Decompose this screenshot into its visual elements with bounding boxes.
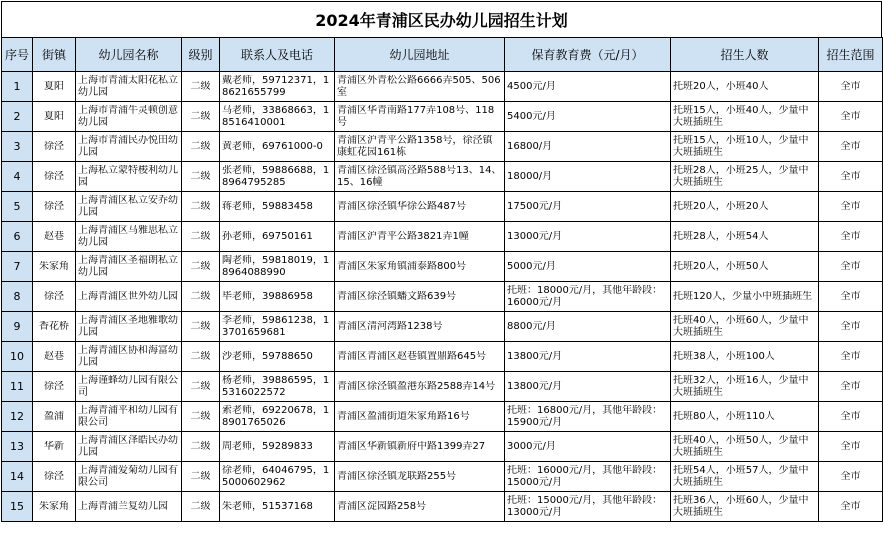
cell-name xyxy=(76,252,182,282)
cell-address-text: 青浦区盈浦街道朱家角路16号 xyxy=(337,410,470,422)
cell-no-text: 15 xyxy=(10,500,24,513)
cell-enroll xyxy=(671,192,819,222)
cell-fee-text: 8800元/月 xyxy=(507,320,556,332)
cell-town xyxy=(33,432,76,462)
cell-address xyxy=(335,192,505,222)
cell-fee xyxy=(505,222,671,252)
cell-level xyxy=(182,402,220,432)
cell-scope xyxy=(819,312,883,342)
cell-enroll xyxy=(671,72,819,102)
cell-enroll xyxy=(671,402,819,432)
cell-name xyxy=(76,162,182,192)
cell-address-text: 青浦区青浦区赵巷镇置鼎路645号 xyxy=(337,350,487,362)
cell-contact xyxy=(220,432,335,462)
cell-contact xyxy=(220,252,335,282)
cell-name-text: 上海青浦区协和海富幼儿园 xyxy=(78,344,178,368)
cell-scope xyxy=(819,72,883,102)
cell-enroll xyxy=(671,162,819,192)
cell-name-text: 上海市青浦牛灵顿创意幼儿园 xyxy=(78,104,178,128)
cell-fee-text: 18000/月 xyxy=(507,170,553,182)
cell-level-text: 二级 xyxy=(190,260,211,272)
cell-town-text: 盈浦 xyxy=(44,410,64,422)
cell-level xyxy=(182,432,220,462)
cell-name xyxy=(76,192,182,222)
cell-town xyxy=(33,492,76,522)
cell-enroll-text: 托班32人，小班16人，少量中大班插班生 xyxy=(673,374,809,398)
table-row xyxy=(2,342,883,372)
cell-fee xyxy=(505,492,671,522)
cell-scope-text: 全市 xyxy=(840,440,861,452)
cell-town xyxy=(33,312,76,342)
cell-no xyxy=(2,312,33,342)
cell-town xyxy=(33,342,76,372)
cell-no xyxy=(2,342,33,372)
cell-name-text: 上海私立蒙特梭利幼儿园 xyxy=(78,164,178,188)
cell-address xyxy=(335,282,505,312)
cell-scope-text: 全市 xyxy=(840,380,861,392)
cell-level-text: 二级 xyxy=(190,200,211,212)
cell-address xyxy=(335,102,505,132)
cell-town-text: 赵巷 xyxy=(44,350,64,362)
cell-scope-text: 全市 xyxy=(840,80,861,92)
cell-scope-text: 全市 xyxy=(840,410,861,422)
cell-address xyxy=(335,72,505,102)
cell-address-text: 青浦区徐泾镇盈港东路2588弄14号 xyxy=(337,380,496,392)
cell-level-text: 二级 xyxy=(190,410,211,422)
table-row xyxy=(2,102,883,132)
cell-contact-text: 朱老师，51537168 xyxy=(222,500,313,512)
cell-level xyxy=(182,132,220,162)
cell-name-text: 上海青浦区泽皓民办幼儿园 xyxy=(78,434,178,458)
cell-name-text: 上海青浦爱菊幼儿园有限公司 xyxy=(78,464,178,488)
cell-enroll xyxy=(671,222,819,252)
cell-scope xyxy=(819,402,883,432)
table-row xyxy=(2,162,883,192)
cell-address-text: 青浦区华青南路177弄108号、118号 xyxy=(337,104,495,128)
cell-no-text: 13 xyxy=(10,440,24,453)
table-row xyxy=(2,312,883,342)
cell-level xyxy=(182,342,220,372)
cell-name xyxy=(76,102,182,132)
cell-contact xyxy=(220,372,335,402)
cell-fee-text: 13000元/月 xyxy=(507,230,563,242)
cell-name-text: 上海青浦区马雅思私立幼儿园 xyxy=(78,224,178,248)
cell-enroll-text: 托班15人，小班40人，少量中大班插班生 xyxy=(673,104,809,128)
cell-contact-text: 索老师，69220678，18901765026 xyxy=(222,404,330,428)
cell-no-text: 12 xyxy=(10,410,24,423)
cell-no-text: 11 xyxy=(10,380,24,393)
cell-name xyxy=(76,402,182,432)
cell-contact-text: 毕老师，39886958 xyxy=(222,290,313,302)
cell-scope xyxy=(819,252,883,282)
cell-scope xyxy=(819,432,883,462)
cell-town-text: 徐泾 xyxy=(44,200,64,212)
cell-contact-text: 蒋老师，59883458 xyxy=(222,200,313,212)
cell-no xyxy=(2,372,33,402)
cell-enroll-text: 托班28人，小班54人 xyxy=(673,230,769,242)
cell-no-text: 9 xyxy=(13,320,21,333)
cell-contact-text: 周老师，59289833 xyxy=(222,440,313,452)
cell-scope xyxy=(819,492,883,522)
cell-level xyxy=(182,372,220,402)
cell-fee-text: 3000元/月 xyxy=(507,440,556,452)
cell-address xyxy=(335,222,505,252)
cell-no-text: 8 xyxy=(13,290,21,303)
cell-name xyxy=(76,492,182,522)
cell-contact xyxy=(220,342,335,372)
cell-contact xyxy=(220,402,335,432)
cell-name-text: 上海青浦区世外幼儿园 xyxy=(78,290,178,302)
cell-address xyxy=(335,162,505,192)
table-row xyxy=(2,132,883,162)
cell-scope xyxy=(819,132,883,162)
table-header-row xyxy=(2,38,883,72)
cell-level xyxy=(182,492,220,522)
table-row xyxy=(2,372,883,402)
cell-fee-text: 16800/月 xyxy=(507,140,553,152)
cell-no xyxy=(2,252,33,282)
cell-no xyxy=(2,132,33,162)
cell-level xyxy=(182,192,220,222)
cell-contact-text: 张老师，59886688，18964795285 xyxy=(222,164,330,188)
cell-enroll xyxy=(671,102,819,132)
cell-address-text: 青浦区外青松公路6666弄505、506室 xyxy=(337,74,501,98)
cell-scope-text: 全市 xyxy=(840,170,861,182)
cell-scope xyxy=(819,372,883,402)
cell-contact xyxy=(220,192,335,222)
cell-scope xyxy=(819,222,883,252)
table-row xyxy=(2,492,883,522)
cell-name xyxy=(76,72,182,102)
table-row xyxy=(2,462,883,492)
cell-fee-text: 托班：16000元/月，其他年龄段：15000元/月 xyxy=(507,464,663,488)
cell-scope-text: 全市 xyxy=(840,140,861,152)
cell-enroll xyxy=(671,372,819,402)
cell-town xyxy=(33,222,76,252)
cell-contact-text: 沙老师，59788650 xyxy=(222,350,313,362)
cell-name-text: 上海市青浦民办悦田幼儿园 xyxy=(78,134,178,158)
cell-town-text: 朱家角 xyxy=(39,260,69,272)
cell-contact-text: 黄老师，69761000-0 xyxy=(222,140,323,152)
cell-fee-text: 13800元/月 xyxy=(507,380,563,392)
cell-contact xyxy=(220,222,335,252)
cell-enroll-text: 托班40人，小班60人，少量中大班插班生 xyxy=(673,314,809,338)
cell-level xyxy=(182,252,220,282)
cell-no-text: 14 xyxy=(10,470,24,483)
cell-level-text: 二级 xyxy=(190,500,211,512)
cell-no-text: 5 xyxy=(13,200,21,213)
header-level: 级别 xyxy=(182,38,220,72)
cell-enroll-text: 托班80人，小班110人 xyxy=(673,410,775,422)
cell-fee xyxy=(505,252,671,282)
cell-scope-text: 全市 xyxy=(840,230,861,242)
cell-scope-text: 全市 xyxy=(840,500,861,512)
cell-contact-text: 陶老师，59818019，18964088990 xyxy=(222,254,330,278)
cell-contact-text: 李老师，59861238，13701659681 xyxy=(222,314,330,338)
cell-level-text: 二级 xyxy=(190,170,211,182)
cell-contact-text: 杨老师，39886595，15316022572 xyxy=(222,374,330,398)
cell-town xyxy=(33,162,76,192)
cell-scope xyxy=(819,342,883,372)
cell-no-text: 2 xyxy=(13,110,21,123)
cell-address-text: 青浦区清河湾路1238号 xyxy=(337,320,443,332)
cell-address-text: 青浦区徐泾镇高泾路588号13、14、15、16幢 xyxy=(337,164,502,188)
table-body xyxy=(2,72,883,522)
cell-town-text: 朱家角 xyxy=(39,500,69,512)
cell-enroll xyxy=(671,492,819,522)
cell-address-text: 青浦区朱家角镇浦泰路800号 xyxy=(337,260,467,272)
cell-enroll-text: 托班20人，小班20人 xyxy=(673,200,769,212)
cell-enroll-text: 托班54人，小班57人，少量中大班插班生 xyxy=(673,464,809,488)
cell-name xyxy=(76,222,182,252)
cell-contact xyxy=(220,102,335,132)
cell-name-text: 上海青浦区圣地雅歌幼儿园 xyxy=(78,314,178,338)
cell-no xyxy=(2,402,33,432)
cell-enroll xyxy=(671,132,819,162)
header-address: 幼儿园地址 xyxy=(335,38,505,72)
cell-no-text: 6 xyxy=(13,230,21,243)
cell-contact-text: 戴老师，59712371，18621655799 xyxy=(222,74,330,98)
cell-no xyxy=(2,162,33,192)
cell-level-text: 二级 xyxy=(190,140,211,152)
cell-level xyxy=(182,162,220,192)
cell-enroll-text: 托班15人，小班10人，少量中大班插班生 xyxy=(673,134,809,158)
cell-contact xyxy=(220,492,335,522)
cell-level-text: 二级 xyxy=(190,230,211,242)
cell-no-text: 7 xyxy=(13,260,21,273)
enrollment-table xyxy=(1,37,883,522)
cell-town xyxy=(33,132,76,162)
cell-name-text: 上海青浦平和幼儿园有限公司 xyxy=(78,404,178,428)
cell-enroll-text: 托班36人，小班60人，少量中大班插班生 xyxy=(673,494,809,518)
cell-fee xyxy=(505,372,671,402)
cell-level xyxy=(182,102,220,132)
header-enroll: 招生人数 xyxy=(671,38,819,72)
cell-address xyxy=(335,432,505,462)
cell-level-text: 二级 xyxy=(190,440,211,452)
cell-address-text: 青浦区华新镇新府中路1399弄27 xyxy=(337,440,486,452)
cell-address xyxy=(335,402,505,432)
cell-level-text: 二级 xyxy=(190,470,211,482)
cell-scope xyxy=(819,462,883,492)
cell-contact-text: 马老师，33868663，18516410001 xyxy=(222,104,330,128)
cell-town-text: 夏阳 xyxy=(44,110,64,122)
cell-level xyxy=(182,312,220,342)
cell-town xyxy=(33,72,76,102)
cell-town-text: 夏阳 xyxy=(44,80,64,92)
cell-enroll xyxy=(671,252,819,282)
cell-enroll-text: 托班20人，小班50人 xyxy=(673,260,769,272)
cell-town xyxy=(33,462,76,492)
cell-enroll xyxy=(671,462,819,492)
cell-scope-text: 全市 xyxy=(840,320,861,332)
cell-contact-text: 孙老师，69750161 xyxy=(222,230,313,242)
cell-level xyxy=(182,282,220,312)
header-fee: 保育教育费（元/月） xyxy=(505,38,671,72)
cell-address xyxy=(335,312,505,342)
cell-address-text: 青浦区徐泾镇蟠文路639号 xyxy=(337,290,457,302)
table-row xyxy=(2,252,883,282)
cell-town xyxy=(33,402,76,432)
cell-enroll-text: 托班20人，小班40人 xyxy=(673,80,769,92)
cell-contact xyxy=(220,162,335,192)
cell-no xyxy=(2,72,33,102)
cell-fee-text: 5400元/月 xyxy=(507,110,556,122)
cell-no xyxy=(2,222,33,252)
cell-level xyxy=(182,72,220,102)
cell-fee xyxy=(505,162,671,192)
table-row xyxy=(2,192,883,222)
page-title: 2024年青浦区民办幼儿园招生计划 xyxy=(1,1,882,38)
cell-town-text: 华新 xyxy=(44,440,64,452)
cell-no-text: 10 xyxy=(10,350,24,363)
cell-address xyxy=(335,492,505,522)
cell-address xyxy=(335,342,505,372)
cell-name-text: 上海谨蜂幼儿园有限公司 xyxy=(78,374,178,398)
cell-no-text: 1 xyxy=(13,80,21,93)
cell-enroll xyxy=(671,342,819,372)
cell-scope-text: 全市 xyxy=(840,260,861,272)
cell-name xyxy=(76,342,182,372)
cell-name-text: 上海市青浦太阳花私立幼儿园 xyxy=(78,74,178,98)
cell-fee xyxy=(505,102,671,132)
cell-contact xyxy=(220,462,335,492)
cell-town xyxy=(33,282,76,312)
cell-address xyxy=(335,462,505,492)
cell-name xyxy=(76,132,182,162)
cell-fee xyxy=(505,462,671,492)
cell-level-text: 二级 xyxy=(190,80,211,92)
table-row xyxy=(2,72,883,102)
cell-level-text: 二级 xyxy=(190,380,211,392)
table-row xyxy=(2,282,883,312)
cell-level xyxy=(182,462,220,492)
cell-town-text: 徐泾 xyxy=(44,380,64,392)
header-no: 序号 xyxy=(2,38,33,72)
cell-name xyxy=(76,462,182,492)
cell-contact xyxy=(220,132,335,162)
cell-fee xyxy=(505,312,671,342)
cell-enroll-text: 托班28人，小班25人，少量中大班插班生 xyxy=(673,164,809,188)
header-contact: 联系人及电话 xyxy=(220,38,335,72)
cell-fee xyxy=(505,432,671,462)
cell-address-text: 青浦区沪青平公路1358号，徐泾镇康虹花园161栋 xyxy=(337,134,493,158)
cell-scope-text: 全市 xyxy=(840,470,861,482)
cell-scope-text: 全市 xyxy=(840,200,861,212)
cell-level xyxy=(182,222,220,252)
cell-scope-text: 全市 xyxy=(840,290,861,302)
cell-enroll-text: 托班38人，小班100人 xyxy=(673,350,775,362)
cell-no-text: 4 xyxy=(13,170,21,183)
cell-level-text: 二级 xyxy=(190,110,211,122)
cell-fee-text: 4500元/月 xyxy=(507,80,556,92)
cell-name xyxy=(76,432,182,462)
cell-no xyxy=(2,102,33,132)
cell-no xyxy=(2,492,33,522)
cell-fee-text: 托班：16800元/月，其他年龄段：15900元/月 xyxy=(507,404,663,428)
cell-contact-text: 徐老师，64046795，15000602962 xyxy=(222,464,330,488)
cell-scope xyxy=(819,282,883,312)
cell-fee xyxy=(505,402,671,432)
cell-fee xyxy=(505,192,671,222)
cell-level-text: 二级 xyxy=(190,320,211,332)
cell-town-text: 徐泾 xyxy=(44,470,64,482)
cell-address-text: 青浦区徐泾镇华徐公路487号 xyxy=(337,200,467,212)
cell-fee-text: 托班：18000元/月，其他年龄段：16000元/月 xyxy=(507,284,663,308)
cell-name xyxy=(76,312,182,342)
cell-town xyxy=(33,372,76,402)
header-scope: 招生范围 xyxy=(819,38,883,72)
cell-address-text: 青浦区徐泾镇龙联路255号 xyxy=(337,470,457,482)
cell-fee-text: 17500元/月 xyxy=(507,200,563,212)
cell-town-text: 香花桥 xyxy=(39,320,69,332)
table-row xyxy=(2,432,883,462)
cell-fee xyxy=(505,72,671,102)
cell-scope xyxy=(819,162,883,192)
cell-level-text: 二级 xyxy=(190,350,211,362)
cell-town-text: 赵巷 xyxy=(44,230,64,242)
cell-town-text: 徐泾 xyxy=(44,170,64,182)
cell-town xyxy=(33,252,76,282)
cell-address xyxy=(335,252,505,282)
cell-fee xyxy=(505,282,671,312)
cell-fee xyxy=(505,132,671,162)
cell-enroll xyxy=(671,432,819,462)
table-row xyxy=(2,222,883,252)
cell-contact xyxy=(220,72,335,102)
header-name: 幼儿园名称 xyxy=(76,38,182,72)
cell-fee xyxy=(505,342,671,372)
cell-enroll xyxy=(671,312,819,342)
header-town: 街镇 xyxy=(33,38,76,72)
cell-name-text: 上海青浦区圣福朗私立幼儿园 xyxy=(78,254,178,278)
cell-town xyxy=(33,192,76,222)
cell-scope-text: 全市 xyxy=(840,350,861,362)
cell-no-text: 3 xyxy=(13,140,21,153)
cell-scope xyxy=(819,102,883,132)
cell-no xyxy=(2,282,33,312)
cell-no xyxy=(2,462,33,492)
cell-level-text: 二级 xyxy=(190,290,211,302)
cell-contact xyxy=(220,312,335,342)
cell-town-text: 徐泾 xyxy=(44,140,64,152)
cell-enroll-text: 托班120人，少量小中班插班生 xyxy=(673,290,813,302)
cell-enroll-text: 托班40人，小班50人，少量中大班插班生 xyxy=(673,434,809,458)
table-row xyxy=(2,402,883,432)
cell-address xyxy=(335,132,505,162)
cell-no xyxy=(2,192,33,222)
cell-name-text: 上海青浦区私立安乔幼儿园 xyxy=(78,194,178,218)
cell-address xyxy=(335,372,505,402)
cell-name xyxy=(76,372,182,402)
cell-fee-text: 5000元/月 xyxy=(507,260,556,272)
cell-town-text: 徐泾 xyxy=(44,290,64,302)
cell-address-text: 青浦区沪青平公路3821弄1幢 xyxy=(337,230,469,242)
cell-enroll xyxy=(671,282,819,312)
cell-address-text: 青浦区淀园路258号 xyxy=(337,500,427,512)
cell-scope xyxy=(819,192,883,222)
cell-fee-text: 13800元/月 xyxy=(507,350,563,362)
cell-name xyxy=(76,282,182,312)
cell-town xyxy=(33,102,76,132)
cell-scope-text: 全市 xyxy=(840,110,861,122)
cell-name-text: 上海青浦兰复幼儿园 xyxy=(78,500,168,512)
cell-fee-text: 托班：15000元/月，其他年龄段：13000元/月 xyxy=(507,494,663,518)
cell-contact xyxy=(220,282,335,312)
cell-no xyxy=(2,432,33,462)
